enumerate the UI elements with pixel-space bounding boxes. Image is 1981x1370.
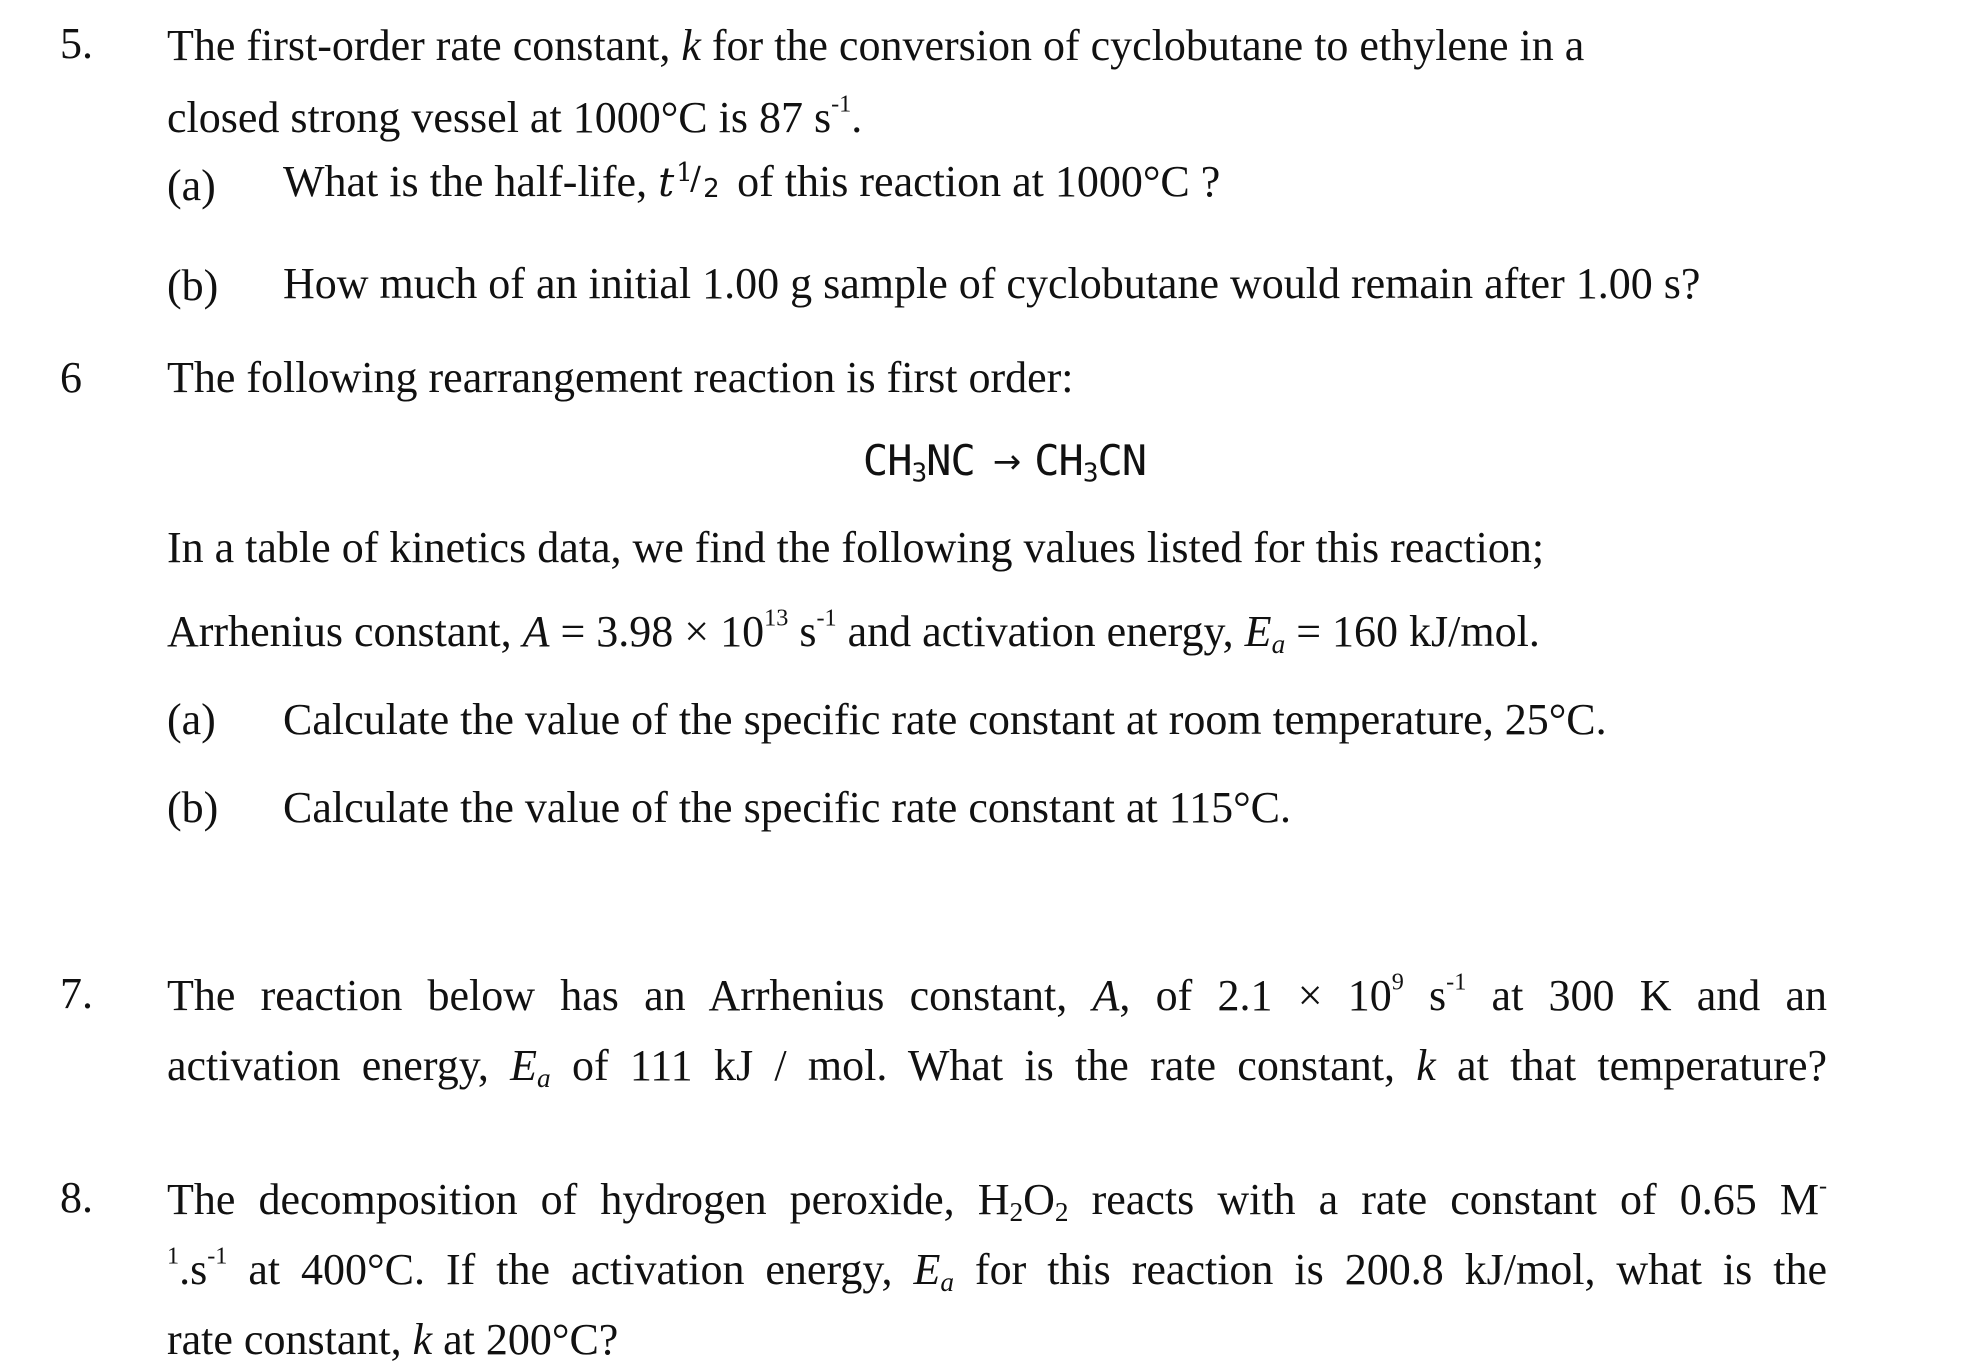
q6-a-label: (a) <box>167 695 216 744</box>
q5-b-text: How much of an initial 1.00 g sample of cyclobutane would remain after 1.00 s? <box>283 259 1701 308</box>
q5-b-label: (b) <box>167 261 219 310</box>
q6-b-label: (b) <box>167 783 219 832</box>
half-fraction: 1 / 2 <box>676 158 720 204</box>
q5-a-text: What is the half-life, t 1 / 2 of this reaction at 1000°C ? <box>283 157 1221 206</box>
half-life-symbol: t <box>658 160 675 206</box>
q6-arrhenius-line: Arrhenius constant, $A = 3.98 \times 10^{13}$ $s^{-1}$ and activation energy, $E_a = 160$ kJ/mol. <box>167 604 1540 659</box>
k-symbol: k <box>681 21 701 70</box>
q6-intro: The following rearrangement reaction is first order: <box>167 353 1074 402</box>
q6-table-line: In a table of kinetics data, we find the following values listed for this reaction; <box>167 523 1545 572</box>
q7-line-1: The reaction below has an Arrhenius constant, A, of $2.1 \times 10^9$ $s^{-1}$ at 300 K and an <box>167 968 1828 1020</box>
q6-number: 6 <box>60 353 82 402</box>
right-arrow-icon: → <box>992 442 1021 482</box>
q5-number: 5. <box>60 19 93 68</box>
q8-line-1: The decomposition of hydrogen peroxide, $H_2O_2$ reacts with a rate constant of 0.65 M- <box>167 1172 1828 1227</box>
q7-number: 7. <box>60 969 93 1018</box>
reaction-equation: $CH_3NC \to CH_3CN$ <box>862 436 1147 489</box>
q6-a-text: Calculate the value of the specific rate constant at room temperature, 25°C. <box>283 695 1607 744</box>
q8-number: 8. <box>60 1173 93 1222</box>
q5-line-2: closed strong vessel at 1000°C is 87 $s^{-1}$. <box>167 90 863 142</box>
q7-line-2: activation energy, $E_a$ of 111 kJ / mol. What is the rate constant, k at that temperature? <box>167 1041 1828 1093</box>
q8-line-3: rate constant, k at 200°C? <box>167 1315 619 1364</box>
q8-line-2: $^1.s^{-1}$ at 400°C. If the activation energy, $E_a$ for this reaction is 200.8 kJ/mol, what is the <box>167 1242 1827 1297</box>
q6-b-text: Calculate the value of the specific rate constant at 115°C. <box>283 783 1292 832</box>
q5-line-1: The first-order rate constant, k for the conversion of cyclobutane to ethylene in a <box>167 21 1585 70</box>
q5-a-label: (a) <box>167 161 216 210</box>
